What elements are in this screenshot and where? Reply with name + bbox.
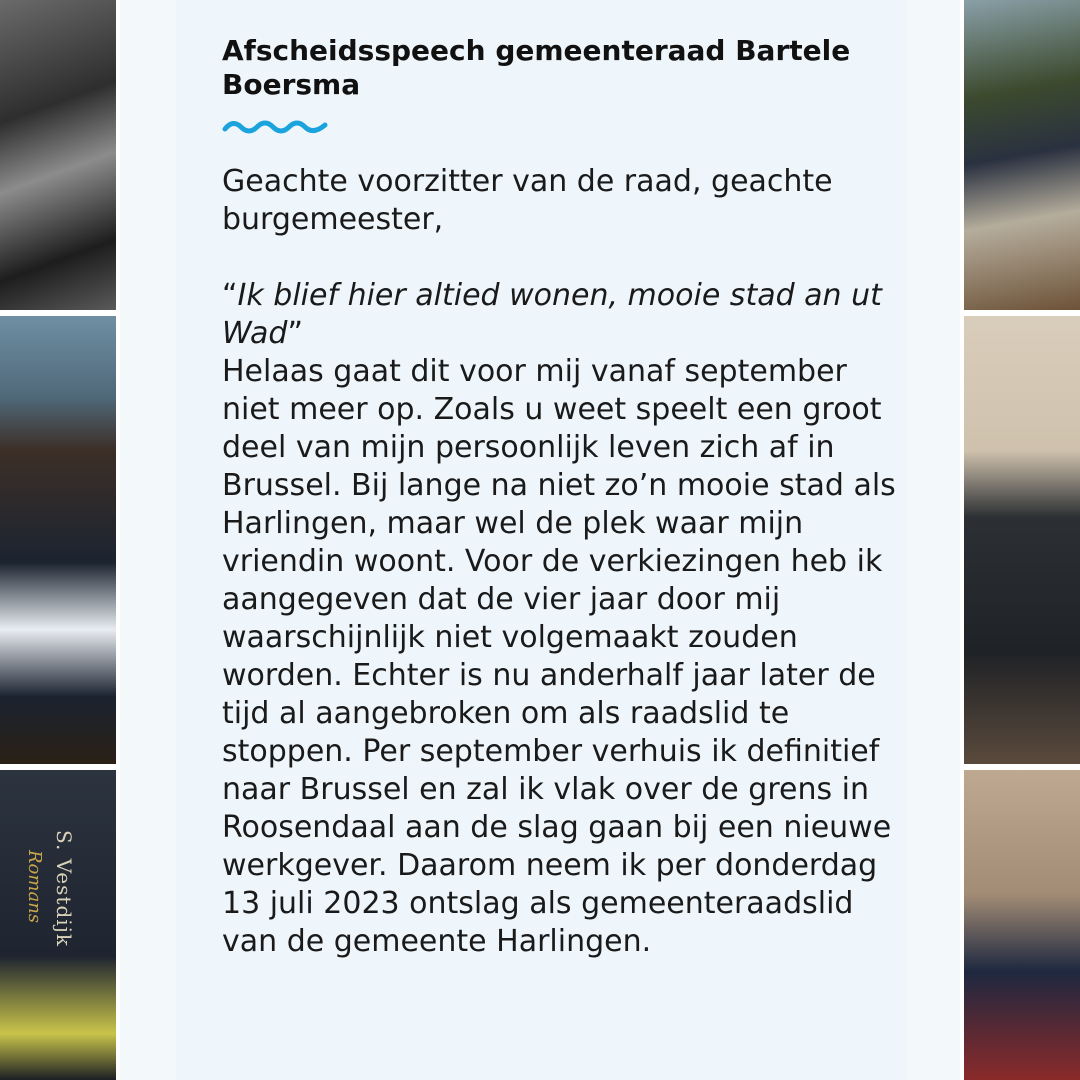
speech-paragraph: Helaas gaat dit voor mij vanaf september niet meer op. Zoals u weet speelt een groot deel van mijn persoonlijk leven zich af in Brussel. Bij lange na niet zo’n mooie stad als Harlingen, maar wel de plek waar mijn vriendin woont. Voor de verkiezingen heb ik aangegeven dat de vier jaar door mij waarschijnlijk niet volgemaakt zouden worden. Echter is nu anderhalf jaar later de tijd al aangebroken om als raadslid te stoppen. Per september verhuis ik definitief naar Brussel en zal ik vlak over de grens in Roosendaal aan de slag gaan bij een nieuwe werkgever. Daarom neem ik per donderdag 13 juli 2023 ontslag als gemeenteraadslid van de gemeente Harlingen. <box>222 354 896 959</box>
speech-body <box>222 163 902 961</box>
speech-greeting: Geachte voorzitter van de raad, geachte burgemeester, <box>222 164 833 237</box>
speech-title: Afscheidsspeech gemeenteraad Bartele Boersma <box>222 34 851 101</box>
speech-quote <box>222 277 902 353</box>
photo-man-at-bar <box>0 0 116 310</box>
photo-man-seated-outdoors <box>964 0 1080 310</box>
quote-close: ” <box>287 316 303 351</box>
photo-man-in-suit <box>964 770 1080 1080</box>
photo-man-at-desk <box>0 316 116 764</box>
book-subtitle: Romans <box>24 850 45 924</box>
wave-divider-icon <box>222 116 328 136</box>
quote-text: Ik blief hier altied wonen, mooie stad an ut Wad <box>222 278 882 351</box>
quote-open: “ <box>222 278 238 313</box>
photo-man-speaking <box>964 316 1080 764</box>
book-author: S. Vestdijk <box>52 830 76 947</box>
